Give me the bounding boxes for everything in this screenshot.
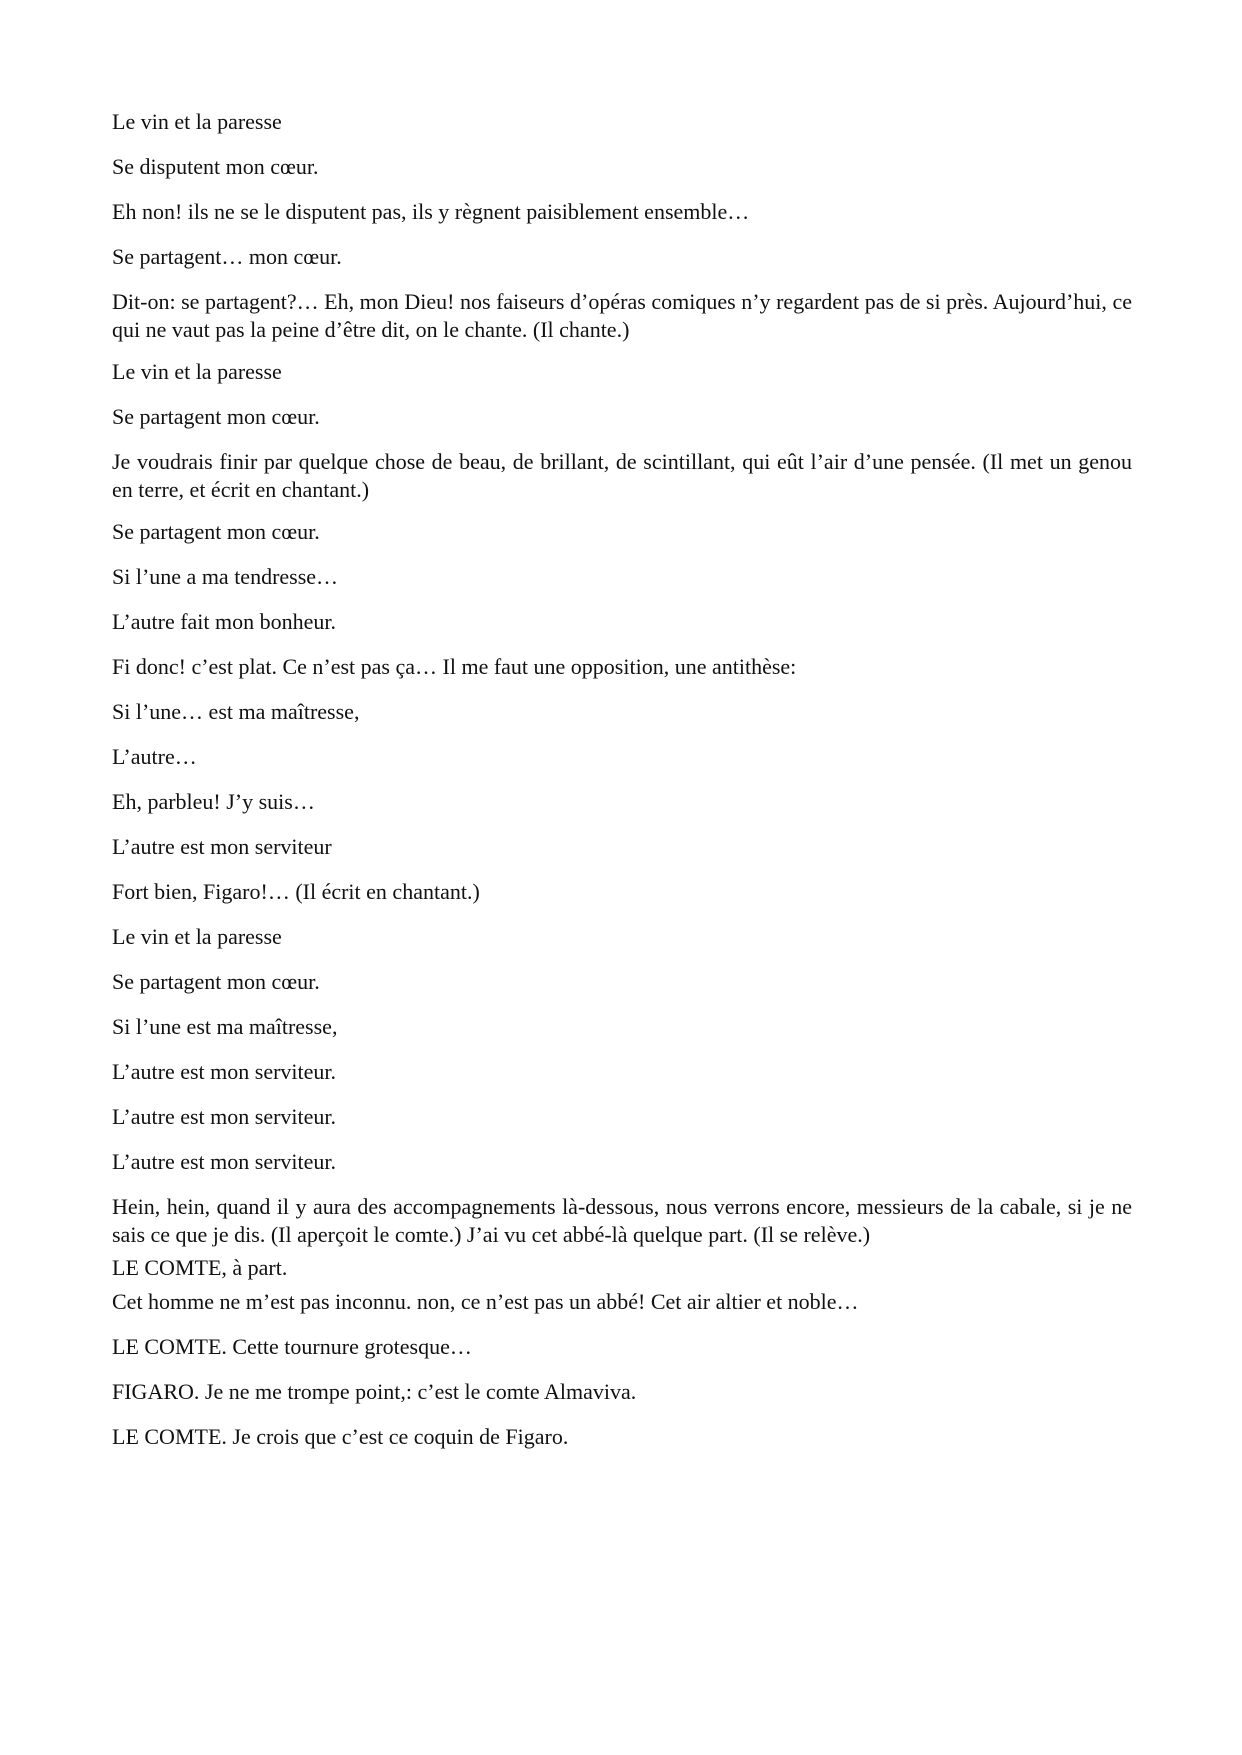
paragraph-prose: Eh non! ils ne se le disputent pas, ils y règnent paisiblement ensemble… — [112, 199, 750, 224]
paragraph-verse: Se disputent mon cœur. — [112, 154, 319, 179]
paragraph-prose: Eh, parbleu! J’y suis… — [112, 789, 315, 814]
paragraph-verse: Le vin et la paresse — [112, 924, 282, 949]
paragraph-verse: Le vin et la paresse — [112, 109, 282, 134]
paragraph-verse: Se partagent… mon cœur. — [112, 244, 342, 269]
paragraph-prose: Fi donc! c’est plat. Ce n’est pas ça… Il me faut une opposition, une antithèse: — [112, 654, 797, 679]
document-page — [112, 0, 1132, 1755]
paragraph-prose: Dit-on: se partagent?… Eh, mon Dieu! nos faiseurs d’opéras comiques n’y regardent pas de si près. Aujourd’hui, ce qui ne vaut pas la peine d’être dit, on le chante. (Il chante.) — [112, 289, 1132, 342]
dialogue-line: FIGARO. Je ne me trompe point,: c’est le comte Almaviva. — [112, 1379, 637, 1404]
paragraph-prose: Hein, hein, quand il y aura des accompagnements là-dessous, nous verrons encore, messieurs de la cabale, si je ne sais ce que je dis. (Il aperçoit le comte.) J’ai vu cet abbé-là quelque part. (Il se relève.) — [112, 1194, 1132, 1247]
paragraph-verse: L’autre est mon serviteur. — [112, 1149, 337, 1174]
stage-direction: LE COMTE, à part. — [112, 1255, 288, 1280]
paragraph-verse: L’autre est mon serviteur. — [112, 1104, 337, 1129]
paragraph-verse: Le vin et la paresse — [112, 359, 282, 384]
paragraph-verse: L’autre fait mon bonheur. — [112, 609, 337, 634]
dialogue-line: LE COMTE. Je crois que c’est ce coquin de Figaro. — [112, 1424, 569, 1449]
paragraph-verse: Se partagent mon cœur. — [112, 404, 320, 429]
paragraph-prose: Fort bien, Figaro!… (Il écrit en chantant.) — [112, 879, 480, 904]
paragraph-prose: Cet homme ne m’est pas inconnu. non, ce n’est pas un abbé! Cet air altier et noble… — [112, 1289, 859, 1314]
paragraph-verse: Si l’une a ma tendresse… — [112, 564, 339, 589]
paragraph-verse: L’autre est mon serviteur. — [112, 1059, 337, 1084]
paragraph-prose: Je voudrais finir par quelque chose de beau, de brillant, de scintillant, qui eût l’air d’une pensée. (Il met un genou en terre, et écrit en chantant.) — [112, 449, 1132, 502]
paragraph-verse: Si l’une… est ma maîtresse, — [112, 699, 360, 724]
paragraph-verse: Se partagent mon cœur. — [112, 969, 320, 994]
paragraph-verse: Si l’une est ma maîtresse, — [112, 1014, 338, 1039]
dialogue-line: LE COMTE. Cette tournure grotesque… — [112, 1334, 472, 1359]
paragraph-verse: L’autre… — [112, 744, 197, 769]
paragraph-verse: Se partagent mon cœur. — [112, 519, 320, 544]
paragraph-verse: L’autre est mon serviteur — [112, 834, 332, 859]
